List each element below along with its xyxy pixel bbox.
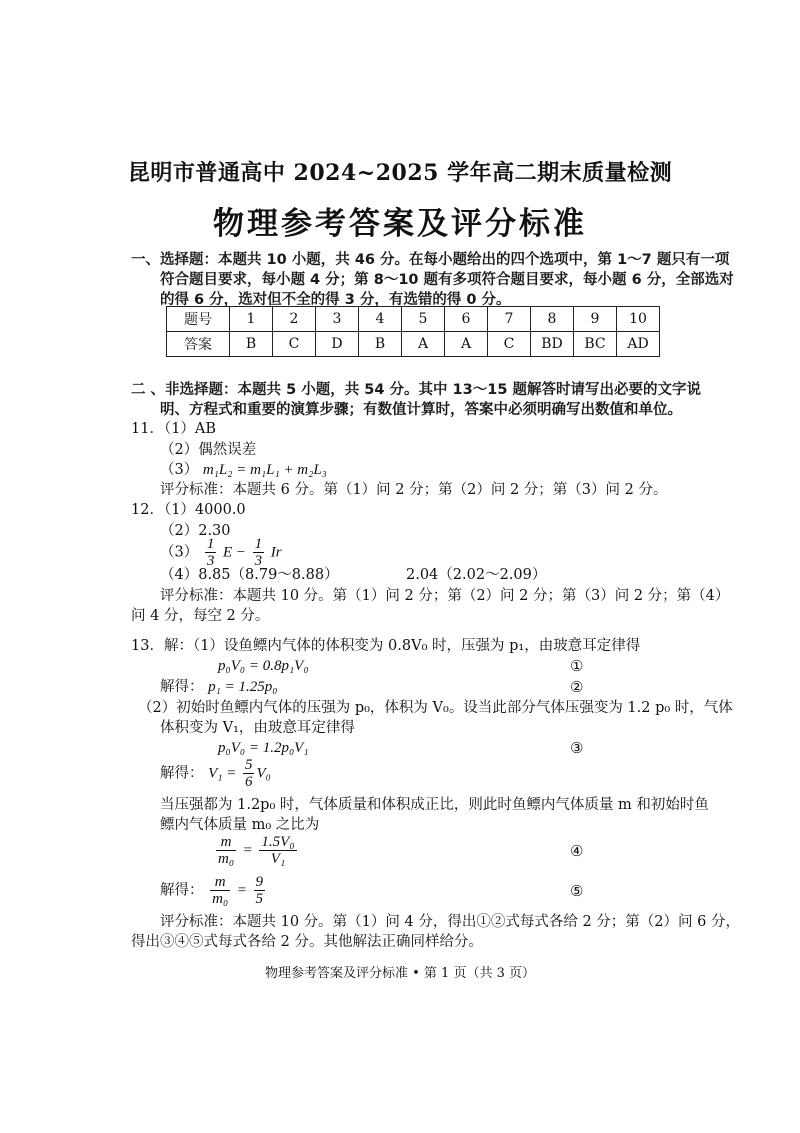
q12-part3-label: （3） — [160, 544, 199, 561]
section2-line1: 二 、非选择题：本题共 5 小题，共 54 分。其中 13～15 题解答时请写出必要的文字说 — [131, 382, 701, 398]
equals-sign: = — [236, 882, 247, 899]
solution-lhs: V₁ = — [208, 765, 237, 782]
fraction-numerator: 1.5V₀ — [261, 834, 295, 850]
fraction-numerator: 5 — [244, 757, 253, 773]
q12-formula-mid: E − — [222, 544, 246, 561]
solution-label: 解得： — [160, 882, 204, 899]
fraction-denominator: 3 — [254, 553, 263, 569]
equation-number: ③ — [570, 739, 584, 757]
table-cell: C — [273, 332, 316, 357]
table-row — [167, 307, 660, 332]
table-cell: 5 — [402, 307, 445, 332]
q11-part1: 11．（1）AB — [131, 421, 217, 437]
table-cell: B — [230, 332, 273, 357]
fraction — [216, 834, 236, 867]
q13-line2: （2）初始时鱼鳔内气体的压强为 p₀，体积为 V₀。设当此部分气体压强变为 1.2 p₀ 时，气体 — [138, 700, 733, 716]
q11-score: 评分标准：本题共 6 分。第（1）问 2 分；第（2）问 2 分；第（3）问 2 分。 — [160, 482, 668, 498]
table-cell: BD — [531, 332, 574, 357]
table-header-cell: 答案 — [167, 332, 230, 357]
table-cell: 3 — [316, 307, 359, 332]
table-cell: B — [359, 332, 402, 357]
table-cell: 2 — [273, 307, 316, 332]
page-footer: 物理参考答案及评分标准 • 第 1 页（共 3 页） — [264, 966, 535, 981]
q11-formula: m₁L₂ = m₁L₁ + m₂L₃ — [202, 462, 327, 478]
fraction-numerator: 1 — [206, 536, 215, 552]
fraction-denominator: m₀ — [218, 851, 235, 867]
q12-part2: （2）2.30 — [160, 523, 231, 539]
section1-line2: 符合题目要求，每小题 4 分；第 8～10 题有多项符合题目要求，每小题 6 分，全部选对 — [160, 272, 734, 288]
table-cell: A — [445, 332, 488, 357]
q12-part4-second: 2.04（2.02～2.09） — [406, 567, 547, 583]
fraction-numerator: m — [216, 834, 236, 851]
q13-line3: 体积变为 V₁，由玻意耳定律得 — [160, 720, 355, 736]
section2-line2: 明、方程式和重要的演算步骤；有数值计算时，答案中必须明确写出数值和单位。 — [160, 402, 682, 418]
q11-part3-label: （3） — [160, 462, 199, 478]
q12-formula-end: Ir — [270, 544, 282, 561]
table-row — [167, 332, 660, 357]
table-cell: 8 — [531, 307, 574, 332]
fraction — [210, 874, 230, 907]
table-cell: A — [402, 332, 445, 357]
fraction — [243, 757, 255, 790]
fraction-denominator: m₀ — [212, 891, 229, 907]
table-cell: 10 — [617, 307, 660, 332]
q13-line5: 鳔内气体质量 m₀ 之比为 — [160, 817, 320, 833]
table-cell: 6 — [445, 307, 488, 332]
q13-solution2 — [160, 757, 271, 790]
q13-equation4 — [214, 834, 299, 867]
q13-line4: 当压强都为 1.2p₀ 时，气体质量和体积成正比，则此时鱼鳔内气体质量 m 和初始时鱼 — [160, 797, 709, 813]
section1-line3: 的得 6 分，选对但不全的得 3 分，有选错的得 0 分。 — [160, 292, 511, 308]
q13-score-line1: 评分标准：本题共 10 分。第（1）问 4 分，得出①②式每式各给 2 分；第（2）问 6 分， — [160, 914, 740, 930]
fraction-denominator: 3 — [206, 553, 215, 569]
table-cell: 4 — [359, 307, 402, 332]
solution-label: 解得： — [160, 765, 204, 782]
fraction-numerator: 9 — [255, 874, 264, 890]
fraction-denominator: 6 — [244, 774, 253, 790]
equation-number: ① — [570, 657, 584, 675]
fraction-denominator: 5 — [255, 891, 264, 907]
table-cell: D — [316, 332, 359, 357]
exam-title: 昆明市普通高中 2024~2025 学年高二期末质量检测 — [127, 160, 673, 186]
q11-part3 — [160, 460, 327, 480]
q12-score-line1: 评分标准：本题共 10 分。第（1）问 2 分；第（2）问 2 分；第（3）问 2 分；第（4） — [160, 588, 730, 604]
q13-equation1: p₀V₀ = 0.8p₁V₀ — [218, 658, 309, 674]
q13-line1: 13．解：（1）设鱼鳔内气体的体积变为 0.8V₀ 时，压强为 p₁，由玻意耳定律得 — [131, 638, 641, 654]
equation-number: ④ — [570, 842, 584, 860]
fraction — [254, 874, 266, 907]
solution-label: 解得： — [160, 679, 204, 695]
solution-formula: p₁ = 1.25p₀ — [208, 679, 278, 695]
section1-line1: 一、选择题：本题共 10 小题，共 46 分。在每小题给出的四个选项中，第 1～7 题只有一项 — [131, 252, 730, 268]
equation-number: ⑤ — [570, 882, 584, 900]
equals-sign: = — [242, 842, 253, 859]
q12-part4: （4）8.85（8.79～8.88） — [160, 567, 339, 583]
q11-part2: （2）偶然误差 — [160, 442, 257, 458]
fraction-numerator: 1 — [254, 536, 263, 552]
q13-equation3: p₀V₀ = 1.2p₀V₁ — [218, 740, 309, 756]
table-cell: 1 — [230, 307, 273, 332]
answer-table — [166, 306, 660, 357]
equation-number: ② — [570, 678, 584, 696]
fraction-numerator: m — [210, 874, 230, 891]
table-cell: C — [488, 332, 531, 357]
table-cell: 7 — [488, 307, 531, 332]
q12-part1: 12．（1）4000.0 — [131, 502, 246, 518]
fraction-denominator: V₁ — [270, 851, 286, 867]
q12-score-line2: 问 4 分，每空 2 分。 — [131, 608, 270, 624]
q13-solution1 — [160, 677, 277, 697]
table-cell: BC — [574, 332, 617, 357]
table-cell: AD — [617, 332, 660, 357]
table-cell: 9 — [574, 307, 617, 332]
fraction — [259, 834, 296, 867]
solution-rhs: V₀ — [256, 765, 271, 782]
q13-score-line2: 得出③④⑤式每式各给 2 分。其他解法正确同样给分。 — [131, 934, 483, 950]
q13-solution3 — [160, 874, 267, 907]
table-header-cell: 题号 — [167, 307, 230, 332]
document-title: 物理参考答案及评分标准 — [213, 206, 587, 242]
